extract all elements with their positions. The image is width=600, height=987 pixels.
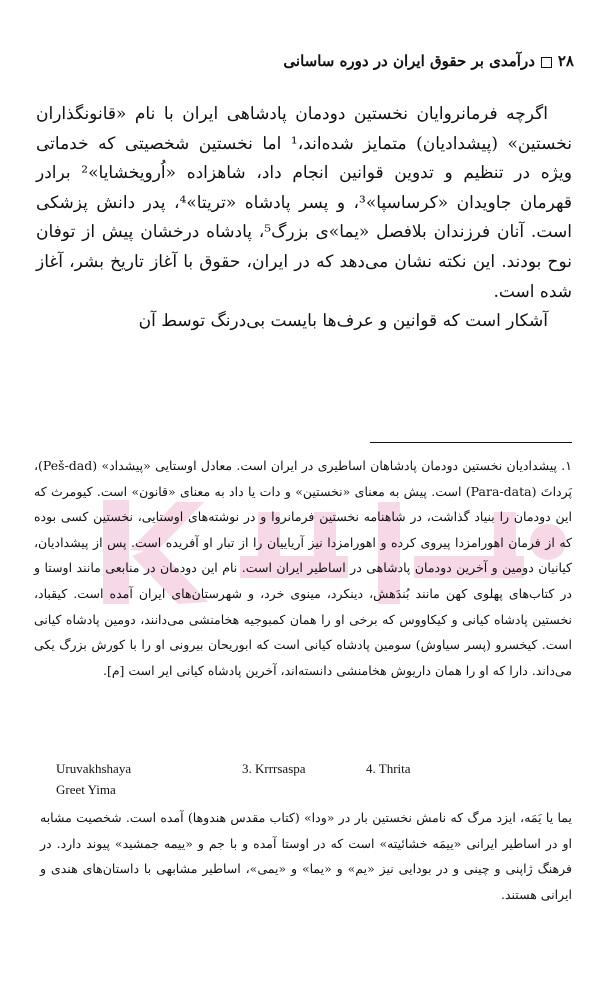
paragraph-1: اگرچه فرمانروایان نخستین دودمان پادشاهی ایران با نام «قانونگذاران نخستین» (پیشدادیان) متمایز شده‌اند،¹ اما نخستین شخصیتی که خدماتی ویژه در تنظیم و تدوین قوانین انجام داد، شاهزاده «اُرویخشایا»² برادر قهرمان جاویدان «کرساسپا»³، و پسر پادشاه «تریتا»⁴، پدر دانش پزشکی است. آنان فرزندان بلافصل «یما»ی بزرگ⁵، پادشاه درخشان پیش از توفان نوح بودند. این نکته نشان می‌دهد که در ایران، حقوق با آغاز تاریخ بشر، آغاز شده است.	[36, 104, 572, 302]
footnote-1: ۱. پیشدادیان نخستین دودمان پادشاهان اساطیری در ایران است. معادل اوستایی «پیشداد» (Peš-dad)، پَرداتَ (Para-data) است. پیش به معنای «نخستین» و دات یا داد به معنای «قانون» است. کیومرث که این دودمان را بنیاد گذاشت، در شاهنامه نخستین فرمانروا و در نوشته‌های اوستایی، نخستین کسی بوده که از فرمان اهورامزدا پیروی کرده و اهورامزدا نیز آریاییان را از تبار او آفریده است. پس از پیشدادیان، کیانیان دومین و آخرین دودمان پادشاهی در اساطیر ایران است. نام این دودمان در منابعی مانند اوستا و در کتاب‌های پهلوی کهن مانند بُندَهش، دینکرد، مینوی خرد، و شهرستان‌های ایران آمده است. کیقباد، نخستین پادشاه کیانی و کیکاووس که برخی او را همان کمبوجیه هخامنشی می‌دانند، دومین پادشاه کیانی است. کیخسرو (پسر سیاوش) سومین پادشاه کیانی است که ابوریحان بیرونی او را با کورش بزرگ یکی می‌داند. دارا که او را همان داریوش هخامنشی دانسته‌اند، آخرین پادشاه کیانی ایر است [م].	[34, 458, 572, 678]
running-head	[40, 52, 574, 70]
footnote-latin-row	[56, 761, 546, 783]
main-text	[36, 100, 572, 337]
footnote-5: یما یا یَمَه، ایزد مرگ که نامش نخستین بار در «ودا» (کتاب مقدس هندوها) آمده است. شخصیت مشابه او در اساطیر ایرانی «ییمَه خشائیته» است که در اوستا آمده و با جم و «ییمه جمشید» پیوند دارد. در فرهنگ ژاپنی و چینی و در بودایی نیز «یم» و «یما» و «یمی»، اساطیر مشابهی با داستان‌های هندی و ایرانی هستند.	[40, 810, 572, 902]
footnote-latin-5: Greet Yima	[56, 782, 116, 797]
footnote-latin-2: Uruvakhshaya	[56, 761, 132, 776]
book-title: درآمدی بر حقوق ایران در دوره ساسانی	[283, 52, 535, 70]
footnote-latin-3: 3. Krrrsaspa	[242, 761, 306, 776]
footnote-latin-4: 4. Thrita	[366, 761, 411, 776]
page-number: ۲۸	[557, 52, 574, 70]
square-ornament-icon	[541, 57, 552, 68]
footnote-divider	[370, 442, 572, 443]
paragraph-2: آشکار است که قوانین و عرف‌ها بایست بی‌درنگ توسط آن	[138, 311, 548, 332]
